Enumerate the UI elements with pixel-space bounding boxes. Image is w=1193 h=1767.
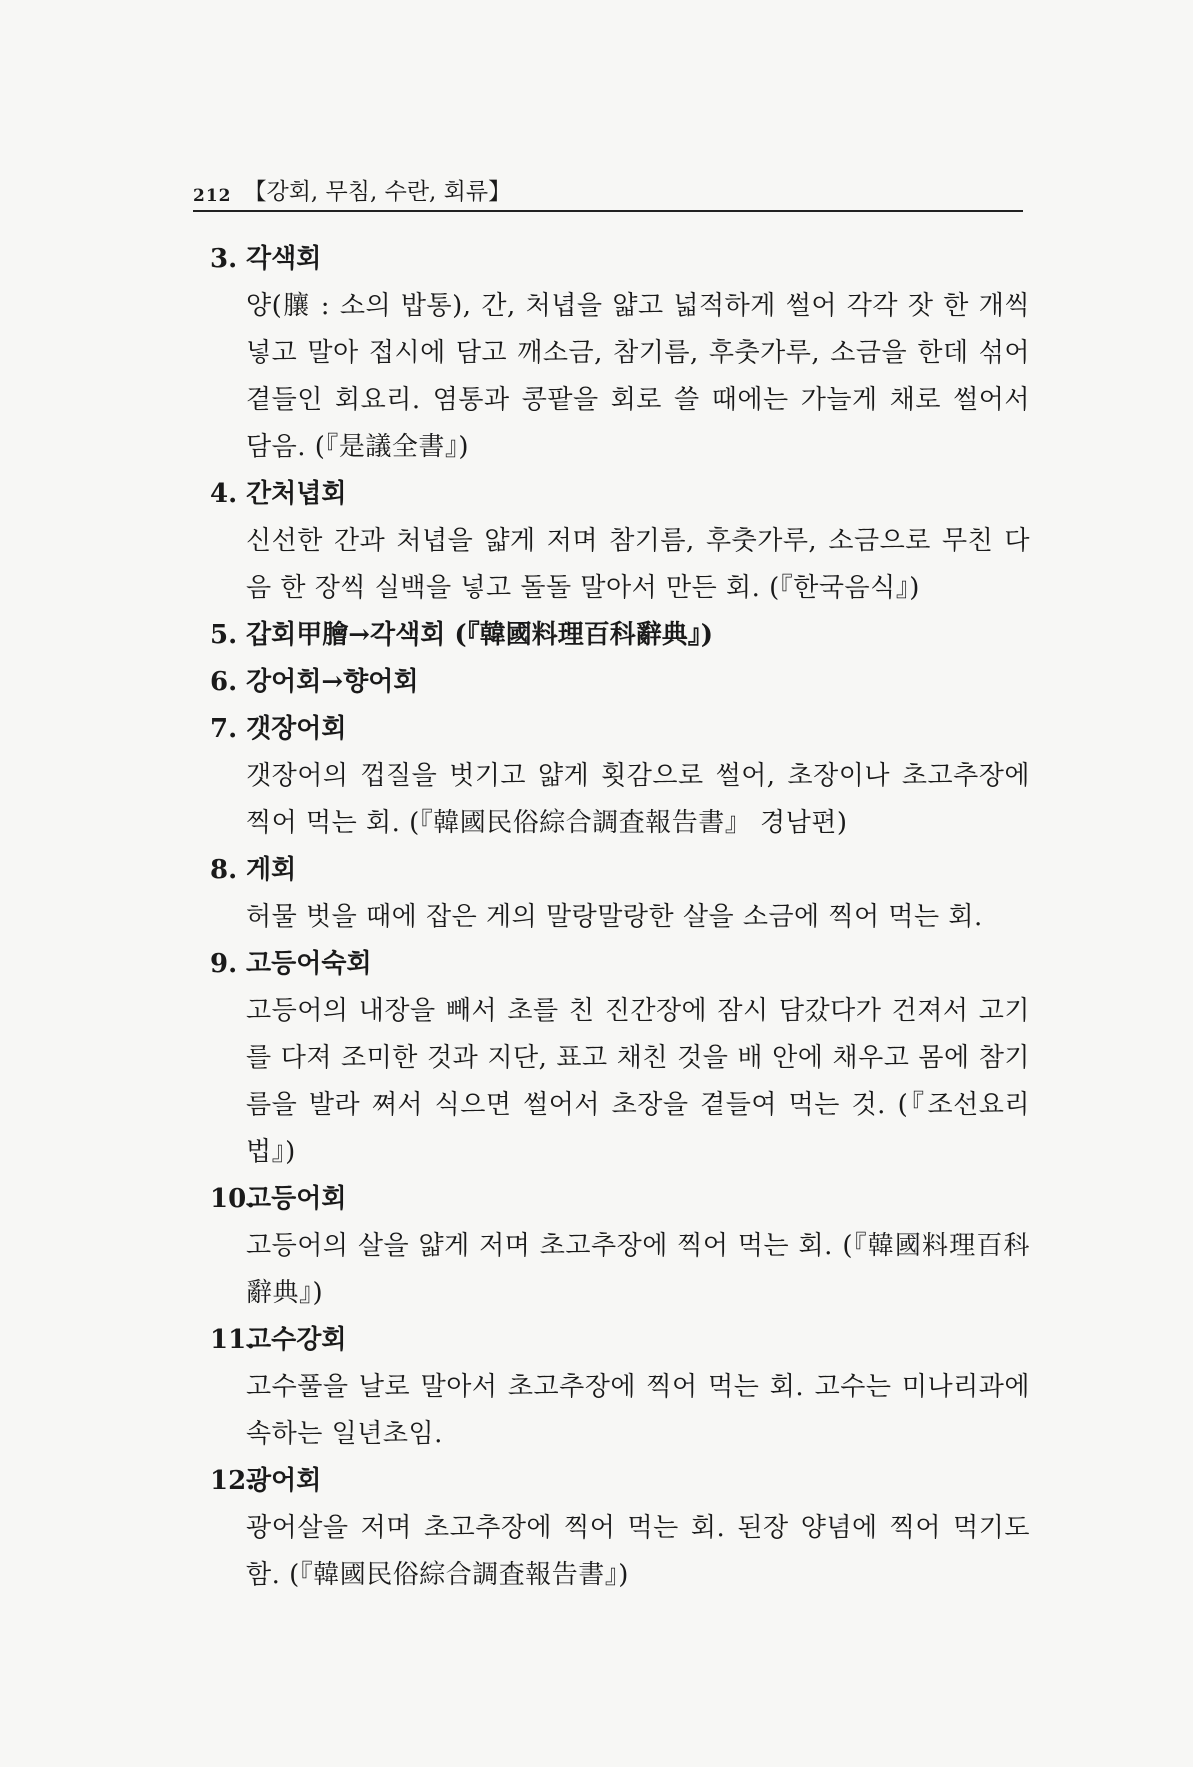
entry-number: 7. xyxy=(210,714,238,744)
entry-body: 고등어의 살을 얇게 저며 초고추장에 찍어 먹는 회. (『韓國料理百科辭典』) xyxy=(246,1231,1030,1308)
entry-number: 9. xyxy=(210,949,238,979)
entry-body: 광어살을 저며 초고추장에 찍어 먹는 회. 된장 양념에 찍어 먹기도 함. (『韓國民俗綜合調査報告書』) xyxy=(246,1513,1030,1590)
entry-number: 6. xyxy=(210,667,238,697)
entry xyxy=(210,941,1030,1176)
entry xyxy=(210,1458,1030,1599)
entry-number: 11. xyxy=(210,1325,256,1355)
entry-body: 신선한 간과 처녑을 얇게 저며 참기름, 후춧가루, 소금으로 무친 다음 한 장씩 실백을 넣고 돌돌 말아서 만든 회. (『한국음식』) xyxy=(246,526,1030,603)
entry-title: 고등어회 xyxy=(246,1184,347,1214)
entry-body: 고등어의 내장을 빼서 초를 친 진간장에 잠시 담갔다가 건져서 고기를 다져 조미한 것과 지단, 표고 채친 것을 배 안에 채우고 몸에 참기름을 발라 쪄서 식으면 썰어서 초장을 곁들여 먹는 것. (『조선요리법』) xyxy=(246,996,1030,1167)
page-header xyxy=(193,172,1023,212)
entry-number: 3. xyxy=(210,244,238,274)
entry-body: 갯장어의 껍질을 벗기고 얇게 횟감으로 썰어, 초장이나 초고추장에 찍어 먹는 회. (『韓國民俗綜合調査報告書』 경남편) xyxy=(246,761,1030,838)
entry-title: 고수강회 xyxy=(246,1325,347,1355)
entry-title: 각색회 xyxy=(246,244,322,274)
entry-number: 5. xyxy=(210,620,238,650)
entry-number: 12. xyxy=(210,1466,256,1496)
entry-body: 양(䑋 : 소의 밥통), 간, 처녑을 얇고 넓적하게 썰어 각각 잣 한 개씩 넣고 말아 접시에 담고 깨소금, 참기름, 후춧가루, 소금을 한데 섞어 곁들인 회요리. 염통과 콩팥을 회로 쓸 때에는 가늘게 채로 썰어서 담음. (『是議全書』) xyxy=(246,291,1030,462)
section-title: 【강회, 무침, 수란, 회류】 xyxy=(243,179,512,205)
entry xyxy=(210,471,1030,612)
entry xyxy=(210,659,1030,706)
entry xyxy=(210,706,1030,847)
entry-number: 10. xyxy=(210,1184,256,1214)
entry-title: 갯장어회 xyxy=(246,714,347,744)
entry xyxy=(210,847,1030,941)
entry-number: 4. xyxy=(210,479,238,509)
entry xyxy=(210,236,1030,471)
entry xyxy=(210,1317,1030,1458)
entry-title: 광어회 xyxy=(246,1466,322,1496)
entry xyxy=(210,612,1030,659)
entry-title: 게회 xyxy=(246,855,297,885)
entry-title: 갑회甲膾→각색회 (『韓國料理百科辭典』) xyxy=(246,620,714,650)
entry xyxy=(210,1176,1030,1317)
entry-title: 고등어숙회 xyxy=(246,949,372,979)
entry-number: 8. xyxy=(210,855,238,885)
entry-list xyxy=(210,236,1030,1599)
entry-body: 허물 벗을 때에 잡은 게의 말랑말랑한 살을 소금에 찍어 먹는 회. xyxy=(246,902,983,932)
entry-body: 고수풀을 날로 말아서 초고추장에 찍어 먹는 회. 고수는 미나리과에 속하는 일년초임. xyxy=(246,1372,1030,1449)
entry-title: 간처녑회 xyxy=(246,479,347,509)
page-number: 212 xyxy=(193,186,232,206)
entry-title: 강어회→향어회 xyxy=(246,667,419,697)
